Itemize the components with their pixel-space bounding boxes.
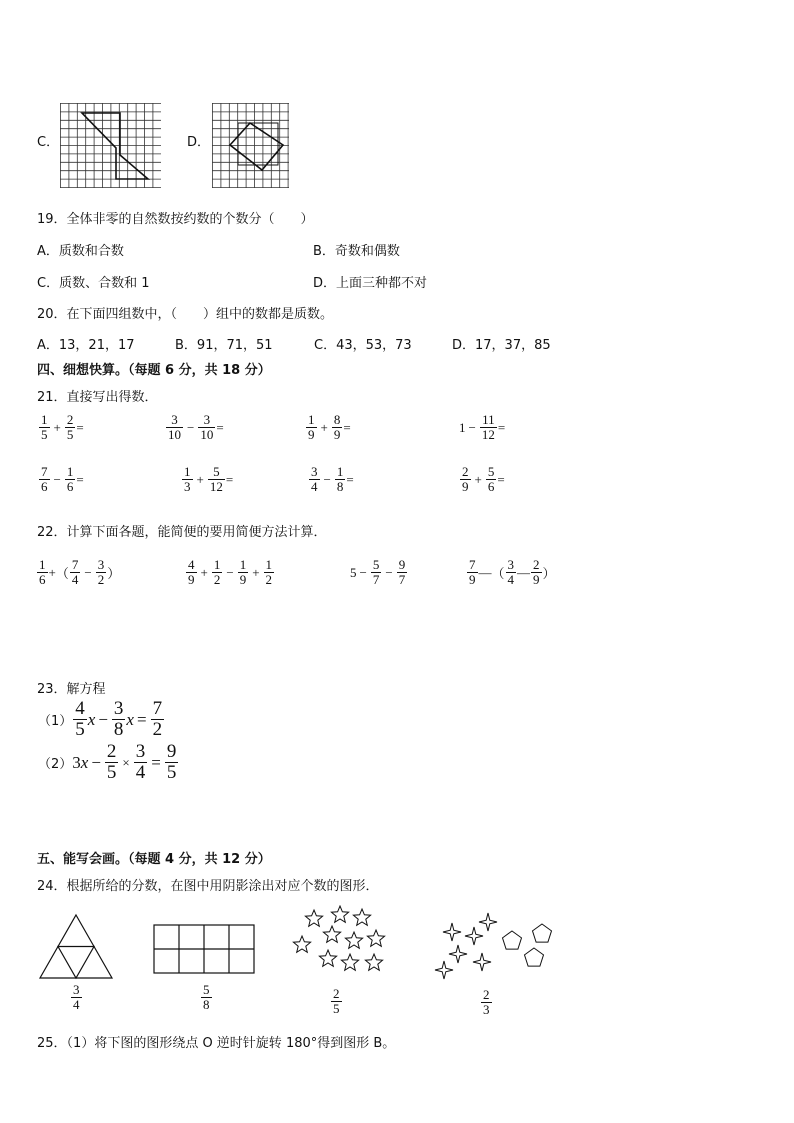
four-point-stars-and-pentagons-figure[interactable] <box>432 910 558 982</box>
q23-stem: 23．解方程 <box>37 682 106 697</box>
star-shape[interactable] <box>305 910 322 926</box>
q21-expr-5: $\frac{7}{6}$ − $\frac{1}{6}$ = <box>41 464 84 494</box>
q21-expr-6: $\frac{1}{3}$ + $\frac{5}{12}$ = <box>184 464 234 494</box>
q20-option-c[interactable]: C．43，53，73 <box>314 338 412 353</box>
fraction-label-4: $\frac{2}{3}$ <box>483 987 490 1017</box>
star-shape[interactable] <box>331 906 348 922</box>
star-shape[interactable] <box>341 954 358 970</box>
q22-problem-3: 5 − $\frac{5}{7}$ − $\frac{9}{7}$ <box>350 557 406 587</box>
q25-stem: 25．（1）将下图的图形绕点 O 逆时针旋转 180°得到图形 B。 <box>37 1036 396 1051</box>
q20-option-d[interactable]: D．17，37，85 <box>452 338 551 353</box>
five-point-stars-figure[interactable] <box>288 905 390 985</box>
section-5-title: 五、能写会画。（每题 4 分，共 12 分） <box>37 852 271 867</box>
four-point-star-shape[interactable] <box>465 927 483 945</box>
q23-equation-2: （2） 3 x − $\frac{2}{5}$ × $\frac{3}{4}$ = $\frac{9}{5}$ <box>38 741 177 783</box>
q24-stem: 24．根据所给的分数，在图中用阴影涂出对应个数的图形． <box>37 879 379 894</box>
q21-expr-1: $\frac{1}{5}$ + $\frac{2}{5}$ = <box>41 412 84 442</box>
option-d-label: D． <box>187 135 211 150</box>
q21-expr-2: $\frac{3}{10}$ − $\frac{3}{10}$ = <box>168 412 224 442</box>
q19-option-d[interactable]: D．上面三种都不对 <box>313 276 428 291</box>
four-point-star-shape[interactable] <box>449 945 467 963</box>
q22-problem-2: $\frac{4}{9}$ + $\frac{1}{2}$ − $\frac{1}{9}$ + $\frac{1}{2}$ <box>188 557 273 587</box>
four-point-star-shape[interactable] <box>443 923 461 941</box>
grid-figure-c <box>60 103 162 189</box>
q20-option-a[interactable]: A．13，21，17 <box>37 338 135 353</box>
q21-expr-3: $\frac{1}{9}$ + $\frac{8}{9}$ = <box>308 412 351 442</box>
q20-option-b[interactable]: B．91，71，51 <box>175 338 273 353</box>
q21-expr-8: $\frac{2}{9}$ + $\frac{5}{6}$ = <box>462 464 505 494</box>
q21-expr-7: $\frac{3}{4}$ − $\frac{1}{8}$ = <box>311 464 354 494</box>
q22-stem: 22．计算下面各题，能简便的要用简便方法计算． <box>37 525 327 540</box>
four-point-star-shape[interactable] <box>435 961 453 979</box>
fraction-label-2: $\frac{5}{8}$ <box>203 982 210 1012</box>
q20-stem: 20．在下面四组数中，（ ）组中的数都是质数。 <box>37 307 334 322</box>
star-shape[interactable] <box>323 926 340 942</box>
star-shape[interactable] <box>293 936 310 952</box>
q19-option-c[interactable]: C．质数、合数和 1 <box>37 276 150 291</box>
fraction-label-3: $\frac{2}{5}$ <box>333 986 340 1016</box>
q21-stem: 21．直接写出得数． <box>37 390 158 405</box>
q23-equation-1: （1） $\frac{4}{5}$ x − $\frac{3}{8}$ x = $\frac{7}{2}$ <box>38 698 163 740</box>
four-point-star-shape[interactable] <box>479 913 497 931</box>
fraction-label-1: $\frac{3}{4}$ <box>73 982 80 1012</box>
q21-expr-4: 1 − $\frac{11}{12}$ = <box>459 412 506 442</box>
q22-problem-1: $\frac{1}{6}$ + （ $\frac{7}{4}$ − $\frac{3}{2}$ ） <box>39 557 121 587</box>
four-point-star-shape[interactable] <box>473 953 491 971</box>
star-shape[interactable] <box>345 932 362 948</box>
pentagon-shape[interactable] <box>525 948 544 966</box>
star-shape[interactable] <box>367 930 384 946</box>
pentagon-shape[interactable] <box>533 924 552 942</box>
grid-figure-d <box>212 103 290 189</box>
figure-c-shape <box>82 113 148 179</box>
star-shape[interactable] <box>365 954 382 970</box>
q19-option-b[interactable]: B．奇数和偶数 <box>313 244 400 259</box>
rectangle-grid-figure[interactable] <box>153 924 255 974</box>
section-4-title: 四、细想快算。（每题 6 分，共 18 分） <box>37 363 271 378</box>
triangle-figure[interactable] <box>38 912 116 980</box>
option-c-label: C． <box>37 135 60 150</box>
star-shape[interactable] <box>319 950 336 966</box>
star-shape[interactable] <box>353 909 370 925</box>
pentagon-shape[interactable] <box>503 931 522 949</box>
q22-problem-4: $\frac{7}{9}$ — （ $\frac{3}{4}$ — $\frac{2}{9}$ ） <box>469 557 556 587</box>
q19-option-a[interactable]: A．质数和合数 <box>37 244 124 259</box>
q19-stem: 19．全体非零的自然数按约数的个数分（ ） <box>37 212 314 227</box>
